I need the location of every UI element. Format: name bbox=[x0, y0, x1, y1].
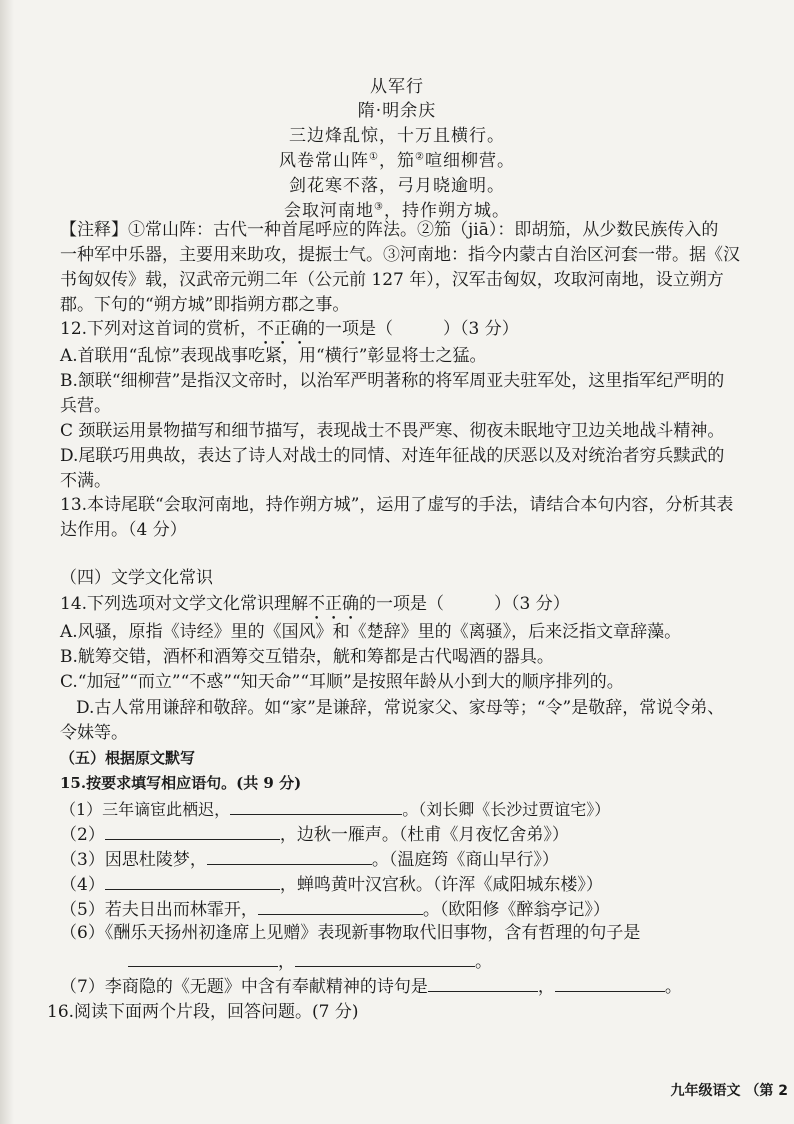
q14-option-d-2: 令妹等。 bbox=[60, 723, 128, 743]
q15-item-6-blanks: ， 。 bbox=[128, 948, 794, 974]
notes-line-4: 郡。下句的“朔方城”即指朔方郡之事。 bbox=[60, 295, 350, 315]
answer-blank[interactable] bbox=[207, 846, 372, 865]
q12-option-b-1: B.颔联“细柳营”是指汉文帝时，以治军严明著称的将军周亚夫驻军处，这里指军纪严明的 bbox=[60, 371, 725, 391]
answer-blank[interactable] bbox=[258, 896, 423, 915]
answer-blank[interactable] bbox=[105, 821, 280, 840]
q13-stem-2: 达作用。（4 分） bbox=[60, 520, 187, 540]
answer-blank[interactable] bbox=[555, 973, 665, 992]
q12-option-c: C 颈联运用景物描写和细节描写，表现战士不畏严寒、彻夜未眠地守卫边关地战斗精神。 bbox=[60, 421, 725, 441]
notes-line-1: 【注释】①常山阵：古代一种首尾呼应的阵法。②笳（jiā）：即胡笳，从少数民族传入的 bbox=[60, 220, 719, 240]
q14-option-c: C.“加冠”“而立”“不惑”“知天命”“耳顺”是按照年龄从小到大的顺序排列的。 bbox=[60, 672, 624, 692]
q15-item-7: （7）李商隐的《无题》中含有奉献精神的诗句是 ， 。 bbox=[60, 973, 782, 999]
q15-item-6: （6）《酬乐天扬州初逢席上见赠》表现新事物取代旧事物，含有哲理的句子是 bbox=[60, 923, 641, 943]
q14-stem: 14.下列选项对文学文化常识理解不正确的一项是（ ）（3 分） bbox=[60, 594, 570, 614]
q15-stem: 15.按要求填写相应语句。(共 9 分) bbox=[60, 774, 302, 792]
poem-line-1: 三边烽乱惊，十万且横行。 bbox=[289, 126, 505, 146]
q14-option-b: B.觥筹交错，酒杯和酒筹交互错杂，觥和筹都是古代喝酒的器具。 bbox=[60, 647, 554, 667]
section-5-title: （五）根据原文默写 bbox=[60, 749, 196, 767]
q14-option-a: A.风骚，原指《诗经》里的《国风》和《楚辞》里的《离骚》，后来泛指文章辞藻。 bbox=[60, 622, 682, 642]
q15-item-2: （2） ，边秋一雁声。（杜甫《月夜忆舍弟》） bbox=[60, 821, 782, 847]
poem-line-3: 剑花寒不落，弓月晓逾明。 bbox=[289, 176, 505, 196]
q13-stem-1: 13.本诗尾联“会取河南地，持作朔方城”，运用了虚写的手法，请结合本句内容，分析其表 bbox=[60, 495, 734, 515]
q12-option-d-1: D.尾联巧用典故，表达了诗人对战士的同情、对连年征战的厌恶以及对统治者穷兵黩武的 bbox=[60, 446, 725, 466]
answer-blank[interactable] bbox=[428, 973, 538, 992]
q14-option-d-1: D.古人常用谦辞和敬辞。如“家”是谦辞，常说家父、家母等；“令”是敬辞，常说令弟、 bbox=[76, 698, 725, 718]
answer-blank[interactable] bbox=[128, 948, 278, 967]
q15-item-5: （5）若夫日出而林霏开， 。（欧阳修《醉翁亭记》） bbox=[60, 896, 782, 922]
page-footer: 九年级语文 （第 2 bbox=[670, 1083, 788, 1099]
q15-item-3: （3）因思杜陵梦， 。（温庭筠《商山早行》） bbox=[60, 846, 782, 872]
answer-blank[interactable] bbox=[105, 871, 280, 890]
poem-title: 从军行 bbox=[370, 77, 424, 97]
q15-item-4: （4） ，蝉鸣黄叶汉宫秋。（许浑《咸阳城东楼》） bbox=[60, 871, 782, 897]
q12-option-a: A.首联用“乱惊”表现战事吃紧，用“横行”彰显将士之猛。 bbox=[60, 346, 487, 366]
poem-line-4: 会取河南地③，持作朔方城。 bbox=[284, 201, 510, 221]
answer-blank[interactable] bbox=[295, 948, 475, 967]
notes-line-3: 书匈奴传》载，汉武帝元朔二年（公元前 127 年），汉军击匈奴，攻取河南地，设立朔方 bbox=[60, 270, 724, 290]
q12-option-d-2: 不满。 bbox=[60, 471, 111, 491]
notes-line-2: 一种军中乐器，主要用来助攻，提振士气。③河南地：指今内蒙古自治区河套一带。据《汉 bbox=[60, 245, 740, 265]
q12-stem: 12.下列对这首词的赏析，不正确的一项是（ ）（3 分） bbox=[60, 319, 519, 339]
answer-blank[interactable] bbox=[230, 796, 402, 815]
q12-option-b-2: 兵营。 bbox=[60, 396, 111, 416]
q16-stem: 16.阅读下面两个片段，回答问题。(7 分) bbox=[47, 1002, 359, 1022]
q15-item-1: （1）三年谪宦此栖迟， 。（刘长卿《长沙过贾谊宅》） bbox=[60, 796, 782, 822]
poem-author: 隋·明余庆 bbox=[357, 101, 437, 121]
poem-line-2: 风卷常山阵①，笳②喧细柳营。 bbox=[279, 151, 515, 171]
section-4-title: （四）文学文化常识 bbox=[60, 568, 213, 588]
